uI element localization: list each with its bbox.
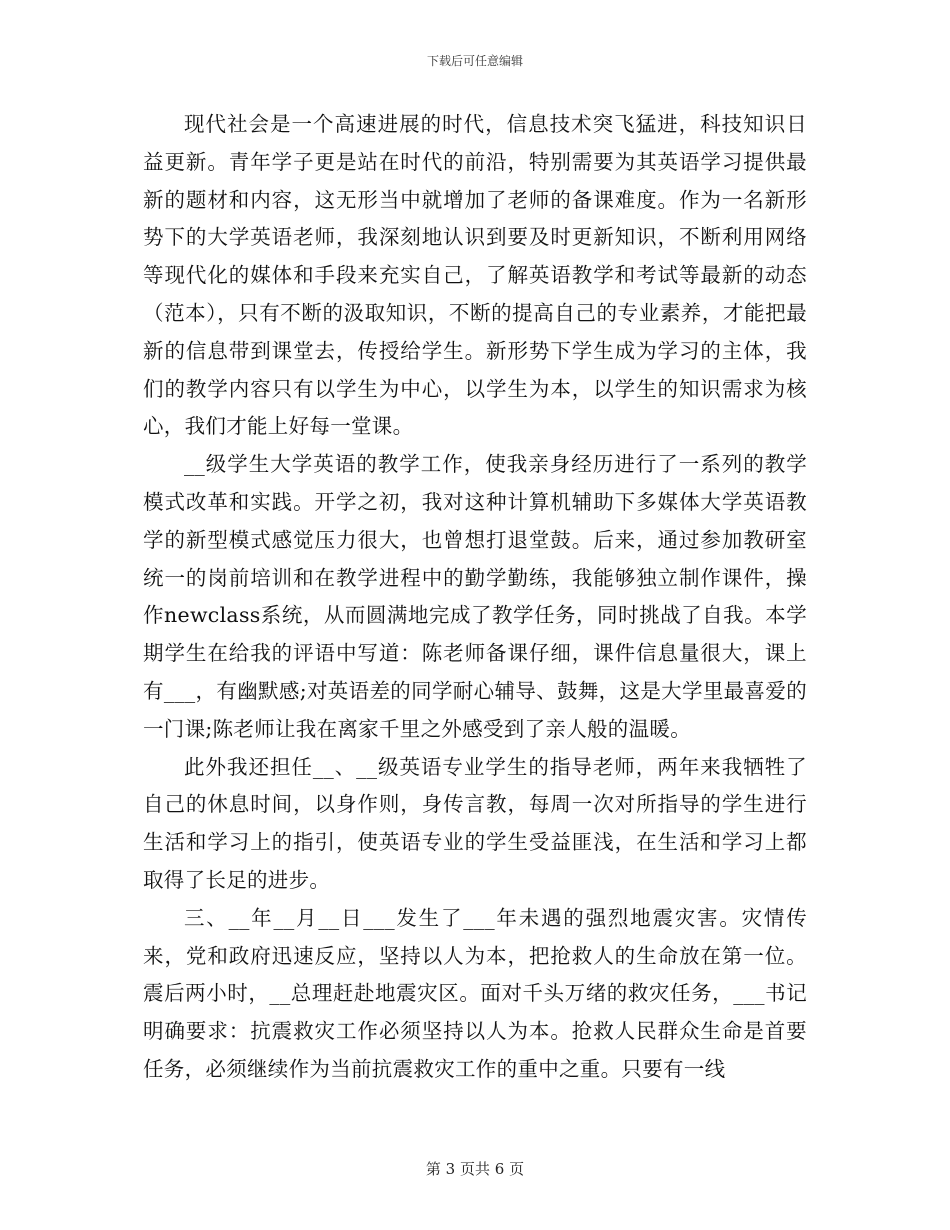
- paragraph-3: 此外我还担任__、__级英语专业学生的指导老师，两年来我牺牲了自己的休息时间，以身作则，身传言教，每周一次对所指导的学生进行生活和学习上的指引，使英语专业的学生受益匪浅，在生活和学习上都取得了长足的进步。: [143, 754, 807, 892]
- document-body: [143, 106, 807, 1089]
- paragraph-1: 现代社会是一个高速进展的时代，信息技术突飞猛进，科技知识日益更新。青年学子更是站在时代的前沿，特别需要为其英语学习提供最新的题材和内容，这无形当中就增加了老师的备课难度。作为一名新形势下的大学英语老师，我深刻地认识到要及时更新知识，不断利用网络等现代化的媒体和手段来充实自己，了解英语教学和考试等最新的动态（范本），只有不断的汲取知识，不断的提高自己的专业素养，才能把最新的信息带到课堂去，传授给学生。新形势下学生成为学习的主体，我们的教学内容只有以学生为中心，以学生为本，以学生的知识需求为核心，我们才能上好每一堂课。: [143, 112, 807, 439]
- paragraph-2: __级学生大学英语的教学工作，使我亲身经历进行了一系列的教学模式改革和实践。开学之初，我对这种计算机辅助下多媒体大学英语教学的新型模式感觉压力很大，也曾想打退堂鼓。后来，通过参加教研室统一的岗前培训和在教学进程中的勤学勤练，我能够独立制作课件，操作newclass系统，从而圆满地完成了教学任务，同时挑战了自我。本学期学生在给我的评语中写道：陈老师备课仔细，课件信息量很大，课上有___，有幽默感;对英语差的同学耐心辅导、鼓舞，这是大学里最喜爱的一门课;陈老师让我在离家千里之外感受到了亲人般的温暖。: [143, 452, 807, 741]
- page-header: 下载后可任意编辑: [426, 54, 523, 68]
- page-footer: 第 3 页共 6 页: [425, 1160, 525, 1178]
- paragraph-4: 三、__年__月__日___发生了___年未遇的强烈地震灾害。灾情传来，党和政府迅速反应，坚持以人为本，把抢救人的生命放在第一位。震后两小时，__总理赶赴地震灾区。面对千头万绪的救灾任务，___书记明确要求：抗震救灾工作必须坚持以人为本。抢救人民群众生命是首要任务，必须继续作为当前抗震救灾工作的重中之重。只要有一线: [143, 905, 807, 1081]
